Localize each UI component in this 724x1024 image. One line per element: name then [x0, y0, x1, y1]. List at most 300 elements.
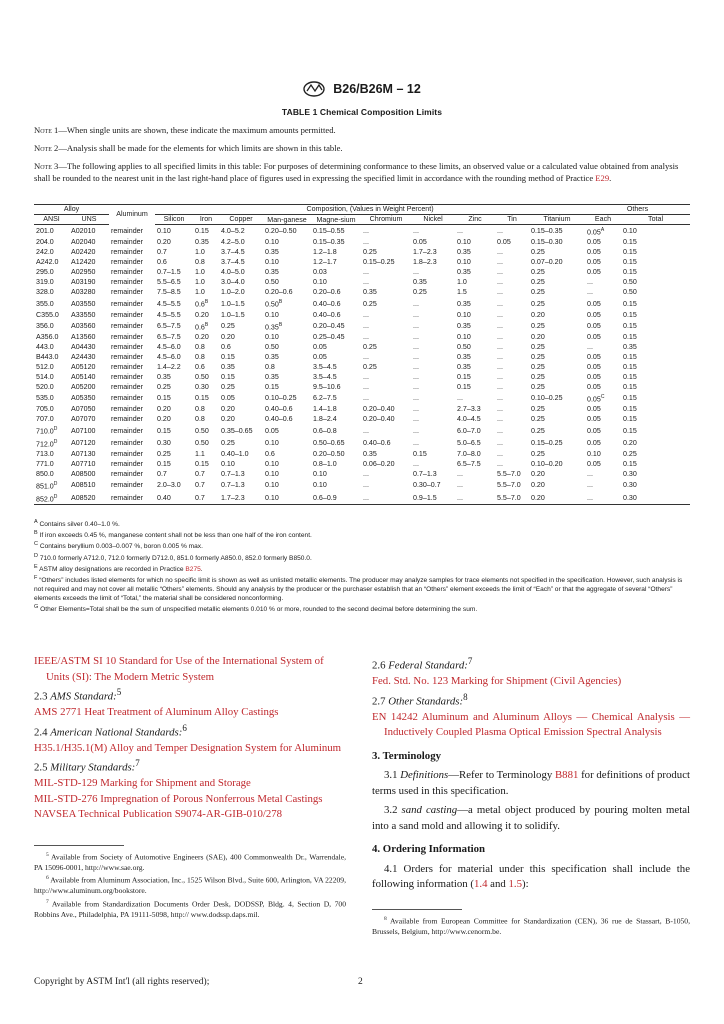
- table-cell: 242.0: [36, 248, 54, 257]
- table-cell: 0.20–0.50: [265, 227, 297, 236]
- table-cell: A03560: [71, 321, 96, 330]
- table-cell: 0.05: [587, 299, 601, 308]
- table-cell: 1.0–2.0: [221, 288, 245, 297]
- table-cell: 0.35: [457, 299, 471, 308]
- table-cell: 4.5–6.0: [157, 353, 181, 362]
- table-cell: 0.05: [497, 238, 511, 247]
- table-cell: ...: [413, 383, 419, 392]
- link-e29[interactable]: E29: [595, 172, 610, 183]
- link-b881[interactable]: B881: [554, 769, 579, 782]
- table-cell: ...: [363, 470, 369, 479]
- table-cell: 0.15: [457, 383, 471, 392]
- table-cell: 0.25: [531, 321, 545, 330]
- table-cell: ...: [497, 426, 503, 435]
- table-cell: 0.15: [623, 373, 637, 382]
- ref-mil-std-129[interactable]: MIL-STD-129 Marking for Shipment and Storage: [34, 777, 251, 790]
- table-cell: 0.6: [221, 343, 231, 352]
- table-cell: 1.7–2.3: [413, 248, 437, 257]
- heading-terminology: 3. Terminology: [372, 749, 441, 762]
- header-alloy: Alloy: [34, 205, 109, 215]
- table-footnote: $^D$ 710.0 formerly A712.0, 712.0 formerly D712.0, 851.0 formerly A850.0, 852.0 formerly B850.0.: [34, 552, 312, 562]
- table-cell: 0.25: [157, 383, 171, 392]
- table-row: [34, 267, 690, 277]
- section-2-6: 2.6 Federal Standard:$^7$: [372, 656, 473, 672]
- table-cell: 0.7–1.5: [157, 268, 181, 277]
- table-cell: remainder: [111, 343, 143, 352]
- footnote-marker: D: [53, 493, 58, 500]
- table-cell: 0.25: [531, 343, 545, 352]
- table-cell: 1.0: [195, 288, 205, 297]
- link-1-5[interactable]: 1.5: [508, 878, 522, 891]
- table-cell: 0.15: [221, 353, 235, 362]
- table-row: [34, 225, 690, 238]
- table-cell: A242.0: [36, 258, 59, 267]
- table-cell: 0.7: [195, 470, 205, 479]
- table-cell: 6.0–7.0: [457, 426, 481, 435]
- table-cell: $710.0^D$: [36, 426, 58, 436]
- table-cell: ...: [413, 460, 419, 469]
- table-cell: $0.05^C$: [587, 394, 605, 404]
- header-magnesium: Magne-sium: [311, 215, 361, 225]
- table-cell: ...: [413, 321, 419, 330]
- table-cell: A08510: [71, 481, 96, 490]
- table-cell: 0.15: [623, 405, 637, 414]
- table-cell: 0.20–0.6: [313, 288, 341, 297]
- table-cell: 0.35: [457, 321, 471, 330]
- table-cell: 0.10–0.25: [531, 394, 563, 403]
- table-cell: ...: [413, 227, 419, 236]
- table-cell: ...: [585, 492, 621, 505]
- table-cell: 0.25: [531, 353, 545, 362]
- table-cell: 0.50: [195, 438, 209, 447]
- table-cell: ...: [363, 481, 369, 490]
- table-cell: ...: [455, 492, 495, 505]
- table-cell: 0.30: [623, 470, 637, 479]
- table-cell: 1.0: [195, 248, 205, 257]
- table-cell: A02010: [71, 227, 96, 236]
- table-cell: 0.25: [157, 450, 171, 459]
- table-cell: 0.35: [265, 373, 279, 382]
- table-row: [34, 459, 690, 469]
- table-cell: 713.0: [36, 450, 54, 459]
- table-cell: 0.25: [363, 343, 377, 352]
- table-cell: 0.7–1.3: [221, 481, 245, 490]
- table-cell: 0.40–1.0: [221, 450, 249, 459]
- astm-logo-icon: [303, 81, 325, 97]
- table-cell: ...: [363, 310, 369, 319]
- table-cell: $851.0^D$: [36, 481, 58, 491]
- table-cell: ...: [497, 373, 503, 382]
- table-cell: 0.15: [195, 460, 209, 469]
- table-cell: 0.6: [195, 363, 205, 372]
- table-cell: ...: [363, 278, 369, 287]
- footnote-marker: B: [278, 321, 283, 328]
- table-row: [34, 382, 690, 392]
- header-total: Total: [621, 215, 690, 225]
- table-cell: remainder: [111, 321, 143, 330]
- table-cell: 0.10: [265, 333, 279, 342]
- table-cell: 0.25: [531, 248, 545, 257]
- table-cell: 1.0: [195, 278, 205, 287]
- table-cell: 443.0: [36, 343, 54, 352]
- table-cell: 850.0: [36, 470, 54, 479]
- table-cell: A07050: [71, 405, 96, 414]
- table-cell: remainder: [111, 470, 143, 479]
- table-cell: ...: [497, 278, 503, 287]
- footnote-marker: A: [600, 227, 605, 233]
- table-note-1: Note 1—When single units are shown, these indicate the maximum amounts permitted.: [34, 125, 336, 135]
- chemical-composition-table: [34, 204, 690, 505]
- table-cell: remainder: [111, 238, 143, 247]
- table-cell: ...: [363, 238, 369, 247]
- table-footnote: $^B$ If iron exceeds 0.45 %, manganese content shall not be less than one half of the iron content.: [34, 530, 312, 540]
- section-2-4: 2.4 American National Standards:$^6$: [34, 722, 187, 739]
- table-row: [34, 362, 690, 372]
- table-cell: 4.5–6.0: [157, 343, 181, 352]
- table-cell: 0.8: [195, 258, 205, 267]
- table-cell: 0.15–0.25: [363, 258, 395, 267]
- header-zinc: Zinc: [455, 215, 495, 225]
- table-cell: remainder: [111, 288, 143, 297]
- table-cell: 0.50: [265, 278, 279, 287]
- table-cell: ...: [413, 438, 419, 447]
- table-cell: A33550: [71, 310, 96, 319]
- table-cell: 4.5–5.5: [157, 299, 181, 308]
- table-cell: 0.8: [195, 415, 205, 424]
- table-cell: 295.0: [36, 268, 54, 277]
- table-cell: 3.7–4.5: [221, 248, 245, 257]
- table-cell: 0.20: [529, 492, 585, 505]
- table-cell: 0.30: [623, 481, 637, 490]
- table-cell: remainder: [111, 460, 143, 469]
- ref-ams-2771[interactable]: AMS 2771 Heat Treatment of Aluminum Alloy Castings: [34, 706, 279, 719]
- footnote-marker: B: [278, 299, 283, 306]
- table-cell: 0.35: [265, 353, 279, 362]
- table-cell: 0.7: [193, 492, 219, 505]
- table-cell: 771.0: [36, 460, 54, 469]
- table-cell: 6.5–7.5: [157, 321, 181, 330]
- table-cell: 0.25: [531, 426, 545, 435]
- table-cell: ...: [363, 353, 369, 362]
- table-cell: 0.15: [623, 353, 637, 362]
- table-cell: 0.40–0.6: [363, 438, 391, 447]
- table-cell: 0.20–0.40: [363, 405, 395, 414]
- table-cell: 1.0–1.5: [221, 310, 245, 319]
- table-cell: 0.15: [623, 268, 637, 277]
- table-cell: 0.40–0.6: [265, 415, 293, 424]
- table-row: [34, 469, 690, 479]
- table-cell: 0.35–0.65: [221, 426, 253, 435]
- table-row: [34, 310, 690, 320]
- table-cell: 0.05: [413, 238, 427, 247]
- table-cell: remainder: [109, 492, 155, 505]
- table-cell: 0.20: [195, 310, 209, 319]
- table-cell: 0.05: [587, 248, 601, 257]
- table-row: [34, 257, 690, 267]
- table-cell: 0.05: [265, 426, 279, 435]
- table-row: [34, 414, 690, 424]
- table-cell: 2.0–3.0: [157, 481, 181, 490]
- section-2-7: 2.7 Other Standards:$^8$: [372, 691, 468, 708]
- table-cell: 0.40–0.6: [313, 299, 341, 308]
- table-cell: 0.25: [531, 383, 545, 392]
- table-cell: 5.5–6.5: [157, 278, 181, 287]
- table-cell: 0.20: [157, 415, 171, 424]
- table-cell: 0.10: [313, 481, 327, 490]
- table-cell: 0.15: [221, 373, 235, 382]
- table-cell: A08500: [71, 470, 96, 479]
- table-cell: 0.25: [363, 363, 377, 372]
- link-1-4[interactable]: 1.4: [473, 878, 488, 891]
- table-cell: ...: [587, 481, 593, 490]
- paragraph-3-1: 3.1 Definitions—Refer to Terminology B881 for definitions of product terms used in this specification.: [372, 769, 690, 797]
- table-cell: 1.1: [195, 450, 205, 459]
- table-cell: 0.8: [265, 363, 275, 372]
- table-cell: 0.50: [623, 288, 637, 297]
- table-cell: 0.20–0.40: [363, 415, 395, 424]
- table-cell: 0.9–1.5: [411, 492, 455, 505]
- table-row: [34, 437, 690, 449]
- table-cell: 0.10: [265, 438, 279, 447]
- table-cell: 0.8: [195, 405, 205, 414]
- link-b275[interactable]: B275: [185, 565, 201, 573]
- table-cell: 1.8–2.4: [313, 415, 337, 424]
- table-cell: 0.10: [457, 238, 471, 247]
- table-cell: 0.15: [623, 238, 637, 247]
- table-cell: ...: [413, 333, 419, 342]
- standard-designation: B26/B26M – 12: [333, 82, 421, 97]
- table-cell: 0.15: [623, 363, 637, 372]
- table-cell: A05120: [71, 363, 96, 372]
- table-cell: 3.7–4.5: [221, 258, 245, 267]
- ref-ieee-astm-si10[interactable]: IEEE/ASTM SI 10 Standard for Use of the International System of Units (SI): The Modern Metric System: [34, 655, 324, 683]
- table-cell: 0.15: [623, 248, 637, 257]
- table-cell: $0.6^B$: [195, 321, 209, 332]
- table-cell: remainder: [111, 438, 143, 447]
- table-row: [34, 332, 690, 342]
- table-row: [34, 449, 690, 459]
- table-cell: 0.25: [221, 438, 235, 447]
- table-cell: 0.15: [157, 426, 171, 435]
- table-cell: 0.30: [621, 492, 690, 505]
- table-cell: ...: [413, 405, 419, 414]
- table-cell: 0.10: [457, 310, 471, 319]
- table-cell: 0.10: [265, 470, 279, 479]
- table-cell: B443.0: [36, 353, 59, 362]
- table-cell: 1.4–2.2: [157, 363, 181, 372]
- table-cell: 0.05: [313, 353, 327, 362]
- table-cell: 0.20: [221, 405, 235, 414]
- table-cell: 0.35: [457, 248, 471, 257]
- table-cell: A05200: [71, 383, 96, 392]
- table-cell: 0.8–1.0: [313, 460, 337, 469]
- table-cell: ...: [497, 268, 503, 277]
- table-cell: ...: [361, 492, 411, 505]
- table-cell: 0.10–0.25: [265, 394, 297, 403]
- table-row: [34, 247, 690, 257]
- table-cell: 0.05: [587, 383, 601, 392]
- table-cell: 0.10–0.20: [531, 460, 563, 469]
- table-footnote: $^E$ ASTM alloy designations are recorded in Practice B275.: [34, 563, 203, 573]
- table-cell: 0.10: [263, 492, 311, 505]
- table-cell: 0.25: [531, 450, 545, 459]
- table-footnote: $^A$ Contains silver 0.40–1.0 %.: [34, 519, 120, 529]
- table-cell: 0.15: [623, 383, 637, 392]
- table-cell: A02040: [71, 238, 96, 247]
- header-uns: UNS: [69, 215, 109, 225]
- table-cell: 0.50: [457, 343, 471, 352]
- table-cell: 328.0: [36, 288, 54, 297]
- table-cell: 0.10: [313, 278, 327, 287]
- table-cell: 1.4–1.8: [313, 405, 337, 414]
- table-cell: remainder: [111, 258, 143, 267]
- table-cell: 1.8–2.3: [413, 258, 437, 267]
- table-cell: 0.6: [265, 450, 275, 459]
- table-cell: A356.0: [36, 333, 59, 342]
- table-cell: 0.15: [623, 394, 637, 403]
- table-cell: 1.7–2.3: [219, 492, 263, 505]
- table-cell: 0.35: [623, 343, 637, 352]
- table-cell: 0.05: [587, 310, 601, 319]
- table-cell: 0.40: [155, 492, 193, 505]
- table-cell: 0.50–0.65: [313, 438, 345, 447]
- table-cell: 0.15: [623, 299, 637, 308]
- table-cell: 0.15: [457, 373, 471, 382]
- footnote-marker: D: [53, 438, 58, 445]
- table-cell: remainder: [111, 405, 143, 414]
- table-footnote: $^F$ “Others” includes listed elements for which no specific limit is shown as well as unlisted metallic elements. The producer may analyze samples for trace elements not specified in the specification. However, such analysis is not required and may not cover all metallic “Others” elements. Should any analysis by the producer or the purchaser establish that an “Others” element exceeds the limit of “Each” or that the aggregate of several “Others” elements exceeds the limit of “Total,” the material shall be considered nonconforming.: [34, 574, 683, 603]
- table-row: [34, 297, 690, 309]
- page-header: [0, 80, 724, 98]
- table-cell: 514.0: [36, 373, 54, 382]
- table-cell: ...: [363, 321, 369, 330]
- table-cell: 0.10: [265, 238, 279, 247]
- table-cell: remainder: [111, 268, 143, 277]
- table-cell: A07120: [71, 438, 96, 447]
- table-cell: ...: [587, 288, 593, 297]
- ref-h35-1[interactable]: H35.1/H35.1(M) Alloy and Temper Designation System for Aluminum: [34, 741, 342, 754]
- table-cell: 0.15: [623, 321, 637, 330]
- table-cell: 0.35: [195, 238, 209, 247]
- table-cell: 0.05: [313, 343, 327, 352]
- table-cell: 0.10: [221, 460, 235, 469]
- table-cell: A07710: [71, 460, 96, 469]
- table-cell: A08520: [69, 492, 109, 505]
- table-cell: 7.0–8.0: [457, 450, 481, 459]
- table-cell: A07100: [71, 426, 96, 435]
- table-cell: 512.0: [36, 363, 54, 372]
- table-cell: remainder: [111, 373, 143, 382]
- table-cell: A12420: [71, 258, 96, 267]
- section-2-3: 2.3 AMS Standard:$^5$: [34, 687, 122, 703]
- page-number: 2: [358, 977, 363, 987]
- ref-fed-std-123[interactable]: Fed. Std. No. 123 Marking for Shipment (Civil Agencies): [372, 675, 622, 688]
- footnote-marker: C: [600, 394, 605, 401]
- footnote-divider: [34, 845, 124, 846]
- table-cell: 0.50: [623, 278, 637, 287]
- table-cell: 0.05: [587, 238, 601, 247]
- header-each: Each: [585, 215, 621, 225]
- table-cell: 0.15: [623, 460, 637, 469]
- table-cell: 0.25: [221, 321, 235, 330]
- table-cell: 4.0–5.0: [221, 268, 245, 277]
- table-cell: ...: [413, 394, 419, 403]
- table-cell: 0.50: [195, 373, 209, 382]
- table-row: [34, 404, 690, 414]
- table-cell: 0.20: [157, 238, 171, 247]
- table-cell: 0.7–1.3: [413, 470, 437, 479]
- table-cell: 0.05: [587, 460, 601, 469]
- ref-en-14242[interactable]: EN 14242 Aluminum and Aluminum Alloys — Chemical Analysis — Inductively Coupled Plasma Optical Emission Spectral Analysis: [372, 710, 690, 739]
- header-copper: Copper: [219, 215, 263, 225]
- table-cell: 0.15: [413, 450, 427, 459]
- table-cell: ...: [497, 394, 503, 403]
- table-cell: ...: [413, 353, 419, 362]
- table-cell: 4.0–5.2: [221, 227, 245, 236]
- table-cell: ...: [497, 248, 503, 257]
- ref-navsea-s9074[interactable]: NAVSEA Technical Publication S9074-AR-GIB-010/278: [34, 808, 283, 821]
- table-cell: $0.50^B$: [265, 299, 283, 309]
- table-cell: 0.20–0.6: [265, 288, 293, 297]
- table-cell: ...: [363, 426, 369, 435]
- table-cell: remainder: [111, 353, 143, 362]
- table-cell: remainder: [111, 481, 143, 490]
- table-cell: ...: [413, 363, 419, 372]
- table-row: [34, 237, 690, 247]
- table-cell: 0.6: [157, 258, 167, 267]
- table-cell: 535.0: [36, 394, 54, 403]
- table-cell: A07070: [71, 415, 96, 424]
- header-others: Others: [585, 205, 690, 215]
- table-cell: ...: [497, 415, 503, 424]
- table-cell: 0.15–0.35: [313, 238, 345, 247]
- table-cell: 5.5–7.0: [495, 492, 529, 505]
- table-cell: 0.07–0.20: [531, 258, 563, 267]
- table-cell: 0.15: [265, 383, 279, 392]
- header-composition: Composition, (Values in Weight Percent): [155, 205, 585, 215]
- table-cell: remainder: [111, 333, 143, 342]
- header-titanium: Titanium: [529, 215, 585, 225]
- table-row: [34, 372, 690, 382]
- table-cell: 9.5–10.6: [313, 383, 341, 392]
- table-cell: remainder: [111, 450, 143, 459]
- table-cell: ...: [497, 405, 503, 414]
- table-cell: 0.05: [587, 258, 601, 267]
- table-cell: 3.0–4.0: [221, 278, 245, 287]
- ref-mil-std-276[interactable]: MIL-STD-276 Impregnation of Porous Nonferrous Metal Castings: [34, 792, 323, 805]
- table-cell: ...: [497, 363, 503, 372]
- table-cell: 0.7: [157, 248, 167, 257]
- table-cell: 0.05: [587, 373, 601, 382]
- footnote-6: $^6$ Available from Aluminum Association, Inc., 1525 Wilson Blvd., Suite 600, Arlington, VA 22209, http://www.aluminum.org/bookstore.: [34, 875, 346, 896]
- table-note-3: Note 3—The following applies to all specified limits in this table: For purposes of determining conformance to these limits, an observed value or a calculated value obtained from analysis shall be rounded to the nearest unit in the last right-hand place of figures used in expressing the specified limit in accordance with the rounding method of Practice E29.: [34, 161, 679, 183]
- table-cell: 0.40–0.6: [265, 405, 293, 414]
- table-cell: 0.15: [623, 310, 637, 319]
- table-cell: 0.25: [221, 383, 235, 392]
- header-chromium: Chromium: [361, 215, 411, 225]
- table-cell: $0.6^B$: [195, 299, 209, 309]
- footnote-7: $^7$ Available from Standardization Documents Order Desk, DODSSP, Bldg. 4, Section D, 700 Robbins Ave., Philadelphia, PA 19111-5098, http:// www.dodssp.daps.mil.: [34, 898, 346, 919]
- table-cell: 3.5–4.5: [313, 373, 337, 382]
- table-row: [34, 392, 690, 404]
- table-cell: $712.0^D$: [36, 438, 58, 449]
- table-cell: A05140: [71, 373, 96, 382]
- table-cell: ...: [457, 481, 463, 490]
- table-cell: 0.6–0.9: [311, 492, 361, 505]
- table-cell: ...: [363, 394, 369, 403]
- table-cell: 6.5–7.5: [157, 333, 181, 342]
- table-cell: A07130: [71, 450, 96, 459]
